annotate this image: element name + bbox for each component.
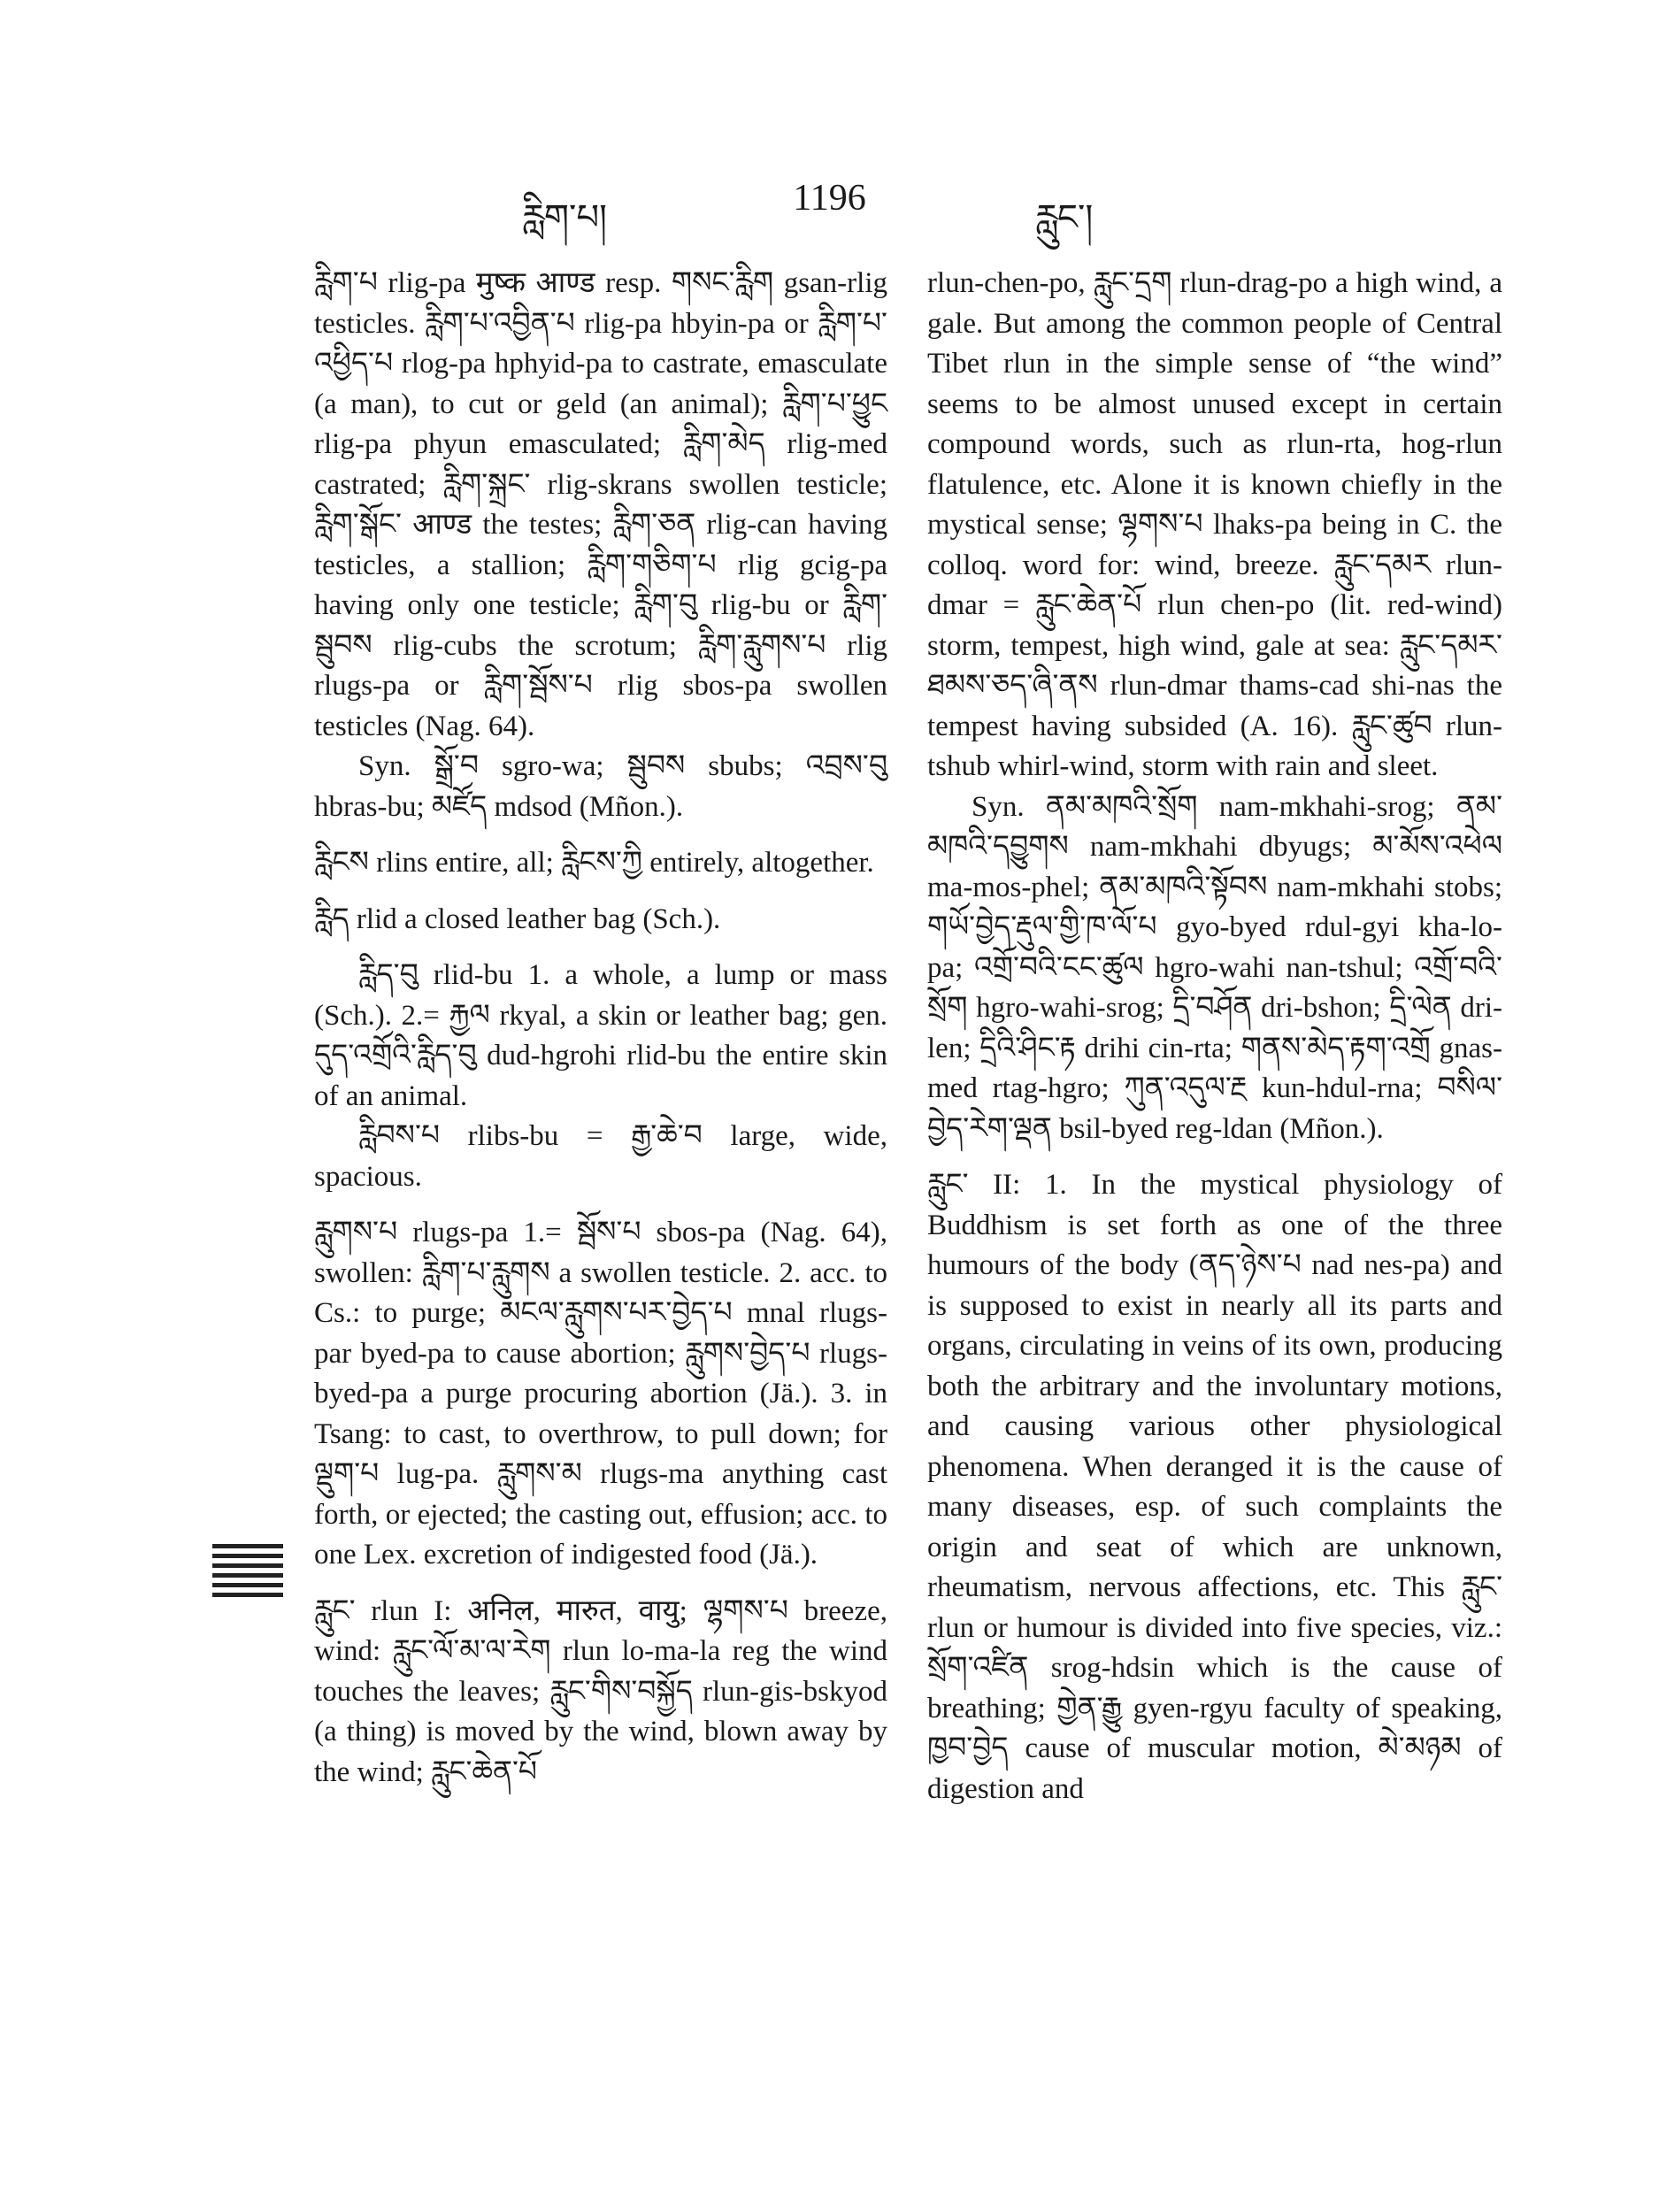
dictionary-entry: རླིབས་པ rlibs-bu = རྒྱ་ཆེ་བ large, wide, spacious.: [314, 1120, 887, 1193]
dictionary-entry: rlun-chen-po, རླུང་དྲག rlun-drag-po a high wind, a gale. But among the common people of Central Tibet rlun in the simple sense of “the wind” seems to be almost unused except in certain compound words, such as rlun-rta, hog-rlun flatulence, etc. Alone it is known chiefly in the mystical sense; ལྷགས་པ lhaks-pa being in C. the colloq. word for: wind, breeze. རླུང་དམར rlun-dmar = རླུང་ཆེན་པོ rlun chen-po (lit. red-wind) storm, tempest, high wind, gale at sea: རླུང་དམར་ཐམས་ཅད་ཞི་ནས rlun-dmar thams-cad shi-nas the tempest having subsided (A. 16). རླུང་ཚུབ rlun-tshub whirl-wind, storm with rain and sleet.: [927, 267, 1502, 782]
dictionary-entry: རླིད rlid a closed leather bag (Sch.).: [314, 902, 721, 935]
page-number: 1196: [793, 178, 866, 219]
dictionary-entry: Syn. སྒྲོ་བ sgro-wa; སྦུབས sbubs; འབྲས་བུ hbras-bu; མཛོད mdsod (Mñon.).: [314, 750, 887, 823]
running-head-right: རླུང་།: [1035, 197, 1094, 237]
dictionary-entry: རླིངས rlins entire, all; རླིངས་ཀྱི entirely, altogether.: [314, 847, 874, 879]
left-column: [314, 264, 887, 1793]
dictionary-entry: Syn. ནམ་མཁའི་སྲོག nam-mkhahi-srog; ནམ་མཁའི་དབྱུགས nam-mkhahi dbyugs; མ་མོས་འཕེལ ma-mos-phel; ནམ་མཁའི་སྟོབས nam-mkhahi stobs; གཡོ་བྱེད་རྡུལ་གྱི་ཁ་ལོ་པ gyo-byed rdul-gyi kha-lo-pa; འགྲོ་བའི་ངང་ཚུལ hgro-wahi nan-tshul; འགྲོ་བའི་སྲོག hgro-wahi-srog; དྲི་བཤོན dri-bshon; དྲི་ལེན dri-len; དྲིའི་ཤིང་རྟ drihi cin-rta; གནས་མེད་རྟག་འགྲོ gnas-med rtag-hgro; ཀུན་འདུལ་རྔ kun-hdul-rna; བསིལ་བྱེད་རེག་ལྡན bsil-byed reg-ldan (Mñon.).: [927, 790, 1502, 1145]
dictionary-entry: རླུང་ II: 1. In the mystical physiology of Buddhism is set forth as one of the three humours of the body (ནད་ཉེས་པ nad nes-pa) and is supposed to exist in nearly all its parts and organs, circulating in veins of its own, producing both the arbitrary and the involuntary motions, and causing various other physiological phenomena. When deranged it is the cause of many diseases, esp. of such complaints the origin and seat of which are unknown, rheumatism, nervous affections, etc. This རླུང་ rlun or humour is divided into five species, viz.: སྲོག་འཛིན srog-hdsin which is the cause of breathing; གྱེན་རྒྱུ gyen-rgyu faculty of speaking, ཁྱབ་བྱེད cause of muscular motion, མེ་མཉམ of digestion and: [927, 1169, 1502, 1805]
margin-print-mark-icon: [212, 1544, 283, 1606]
dictionary-entry: རླུང་ rlun I: अनिल, मारुत, वायु; ལྷགས་པ breeze, wind: རླུང་ལོ་མ་ལ་རེག rlun lo-ma-la reg the wind touches the leaves; རླུང་གིས་བསྐྱོད rlun-gis-bskyod (a thing) is moved by the wind, blown away by the wind; རླུང་ཆེན་པོ: [314, 1594, 887, 1788]
running-head-left: རླིག་པ།: [522, 197, 607, 237]
dictionary-entry: རླུགས་པ rlugs-pa 1.= སྦོས་པ sbos-pa (Nag. 64), swollen: རླིག་པ་རླུགས a swollen testicle. 2. acc. to Cs.: to purge; མངལ་རླུགས་པར་བྱེད་པ mnal rlugs-par byed-pa to cause abortion; རླུགས་བྱེད་པ rlugs-byed-pa a purge procuring abortion (Jä.). 3. in Tsang: to cast, to overthrow, to pull down; for ལྡུག་པ lug-pa. རླུགས་མ rlugs-ma anything cast forth, or ejected; the casting out, effusion; acc. to one Lex. excretion of indigested food (Jä.).: [314, 1217, 887, 1571]
dictionary-entry: རླིག་པ rlig-pa मुष्क आण्ड resp. གསང་རླིག gsan-rlig testicles. རླིག་པ་འབྱིན་པ rlig-pa hbyin-pa or རླིག་པ་འཕྱིད་པ rlog-pa hphyid-pa to castrate, emasculate (a man), to cut or geld (an animal); རླིག་པ་ཕྱུང rlig-pa phyun emasculated; རླིག་མེད rlig-med castrated; རླིག་སྐྲང་ rlig-skrans swollen testicle; རླིག་སྒོང་ आण्ड the testes; རླིག་ཅན rlig-can having testicles, a stallion; རླིག་གཅིག་པ rlig gcig-pa having only one testicle; རླིག་བུ rlig-bu or རླིག་སྦུབས rlig-cubs the scrotum; རླིག་རླུགས་པ rlig rlugs-pa or རླིག་སྦོས་པ rlig sbos-pa swollen testicles (Nag. 64).: [314, 267, 887, 742]
right-column: [927, 264, 1502, 1809]
dictionary-entry: རླིད་བུ rlid-bu 1. a whole, a lump or mass (Sch.). 2.= རྐྱལ rkyal, a skin or leather bag; gen. དུད་འགྲོའི་རླིད་བུ dud-hgrohi rlid-bu the entire skin of an animal.: [314, 959, 887, 1112]
